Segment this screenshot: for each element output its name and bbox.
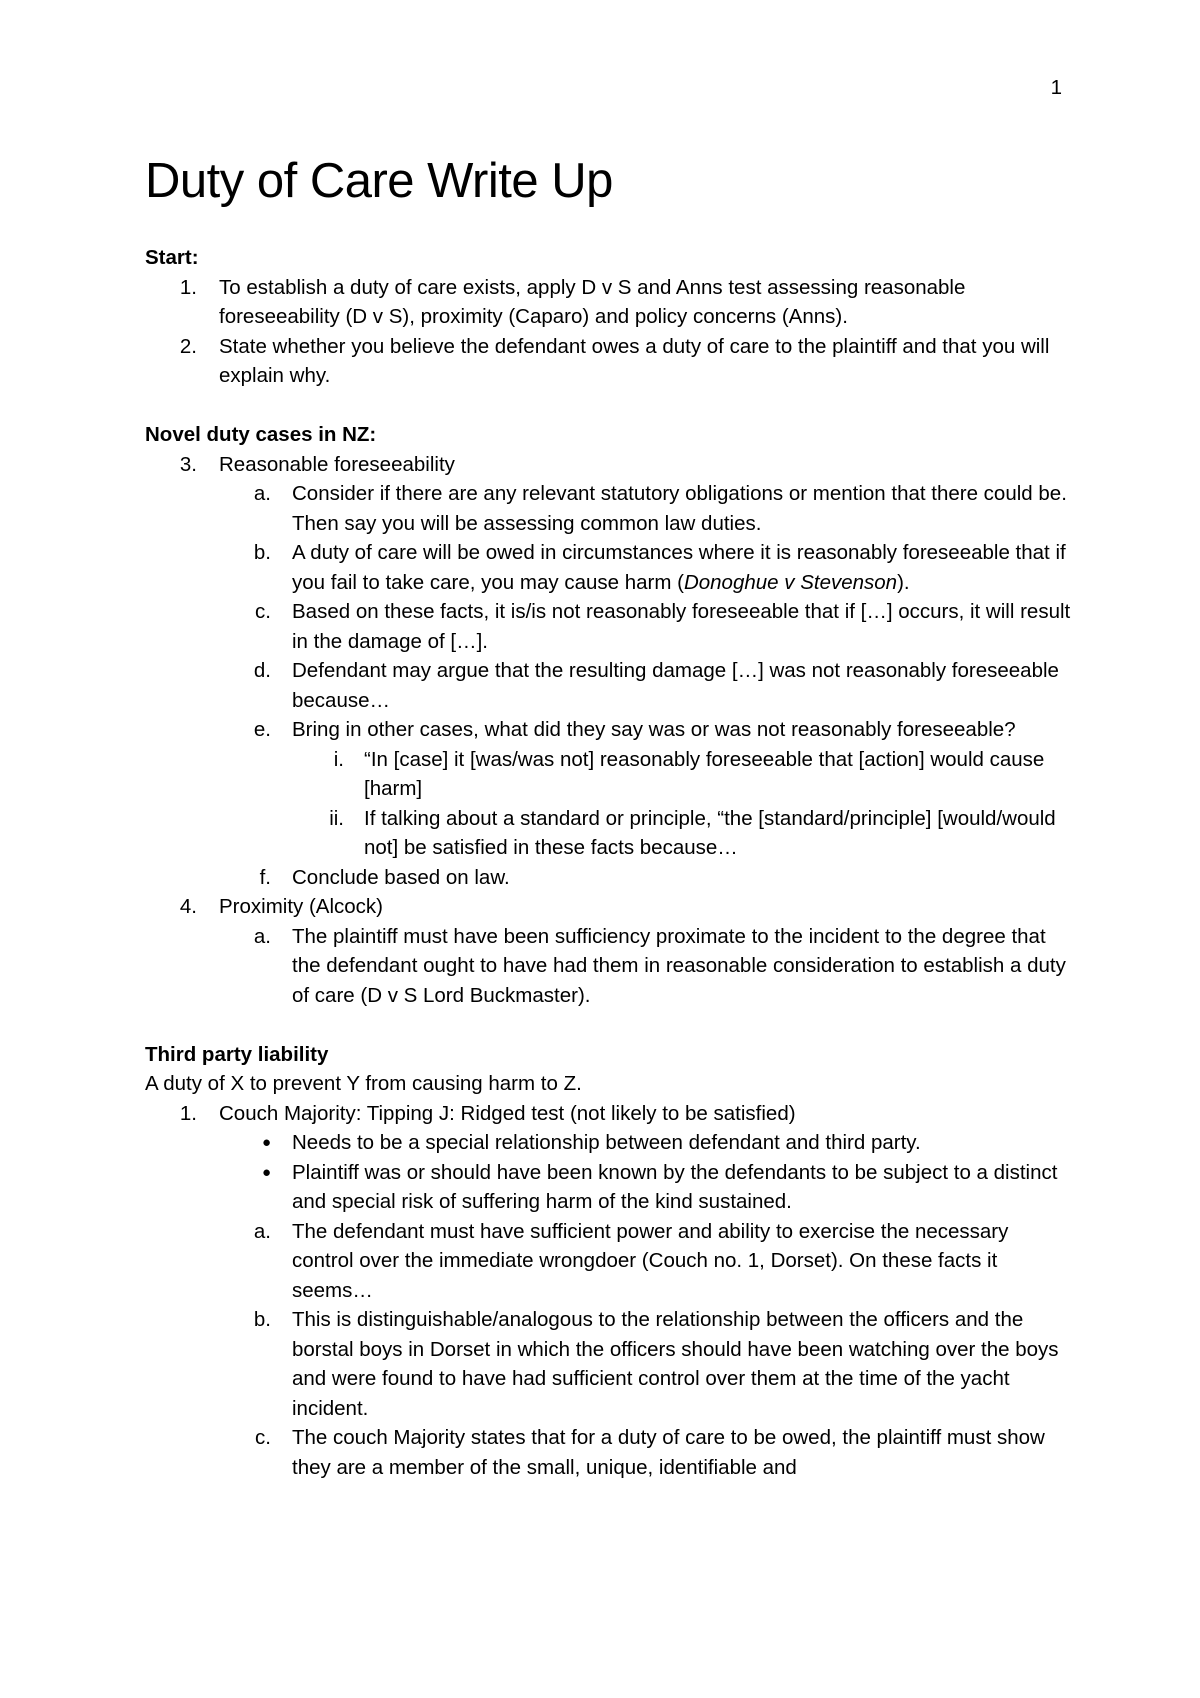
list-item <box>145 1217 1075 1306</box>
list-item-text: Based on these facts, it is/is not reasonably foreseeable that if […] occurs, it will result in the damage of […]. <box>292 600 1071 653</box>
start-heading: Start: <box>145 246 199 269</box>
list-item <box>145 450 1075 480</box>
list-item <box>145 745 1075 804</box>
list-item-text: Consider if there are any relevant statutory obligations or mention that there could be. Then say you will be assessing common law duties. <box>292 482 1067 535</box>
third-party-intro: A duty of X to prevent Y from causing harm to Z. <box>145 1072 582 1095</box>
list-marker: b. <box>253 541 271 564</box>
list-marker: a. <box>253 1219 271 1243</box>
list-marker: d. <box>253 659 271 682</box>
bullet-icon: ● <box>261 1163 271 1181</box>
list-item-text: Defendant may argue that the resulting damage […] was not reasonably foreseeable because… <box>292 659 1059 712</box>
list-item <box>145 715 1075 745</box>
list-marker: a. <box>253 482 271 505</box>
list-item <box>145 273 1075 332</box>
list-item-text: “In [case] it [was/was not] reasonably foreseeable that [action] would cause [harm] <box>364 747 1045 800</box>
list-marker: e. <box>253 718 271 741</box>
list-item <box>145 332 1075 391</box>
list-item-text: A duty of care will be owed in circumstances where it is reasonably foreseeable that if you fail to take care, you may cause harm (Donoghue v Stevenson). <box>292 541 1066 594</box>
list-item <box>145 1099 1075 1129</box>
document-body <box>145 243 1075 1482</box>
list-item-text: This is distinguishable/analogous to the relationship between the officers and the borstal boys in Dorset in which the officers should have been watching over the boys and were found to have had sufficient control over them at the time of the yacht incident. <box>292 1308 1059 1420</box>
list-marker: ii. <box>329 806 344 830</box>
list-item <box>145 538 1075 597</box>
third-party-heading: Third party liability <box>145 1042 329 1066</box>
page-number: 1 <box>1050 76 1062 99</box>
list-marker: 3. <box>179 452 197 476</box>
list-item <box>145 1305 1075 1423</box>
bullet-item <box>145 1158 1075 1217</box>
list-item-text: Proximity (Alcock) <box>219 895 384 918</box>
list-item <box>145 863 1075 893</box>
list-item <box>145 1423 1075 1482</box>
document-title: Duty of Care Write Up <box>145 154 613 208</box>
list-marker: b. <box>253 1308 271 1331</box>
list-item-text: Conclude based on law. <box>292 865 510 889</box>
list-item <box>145 656 1075 715</box>
list-item-text: Couch Majority: Tipping J: Ridged test (not likely to be satisfied) <box>219 1101 796 1125</box>
bullet-icon: ● <box>261 1134 271 1151</box>
list-marker: 1. <box>179 1101 197 1125</box>
list-item-text: Plaintiff was or should have been known by the defendants to be subject to a distinct and special risk of suffering harm of the kind sustained. <box>292 1160 1058 1213</box>
list-item <box>145 804 1075 863</box>
case-citation: Donoghue v Stevenson <box>683 570 898 594</box>
list-marker: c. <box>255 1426 271 1449</box>
list-item <box>145 922 1075 1011</box>
list-marker: i. <box>333 747 344 771</box>
list-marker: 4. <box>179 895 197 918</box>
list-item-text: State whether you believe the defendant owes a duty of care to the plaintiff and that you will explain why. <box>219 334 1050 387</box>
list-item-text: The defendant must have sufficient power and ability to exercise the necessary control over the immediate wrongdoer (Couch no. 1, Dorset). On these facts it seems… <box>292 1219 1009 1302</box>
list-item-text: Bring in other cases, what did they say was or was not reasonably foreseeable? <box>292 718 1016 741</box>
list-item-text: Reasonable foreseeability <box>219 452 455 476</box>
novel-duty-heading: Novel duty cases in NZ: <box>145 423 377 446</box>
list-marker: f. <box>259 865 271 889</box>
list-marker: 2. <box>179 334 197 358</box>
list-item-text: The couch Majority states that for a duty of care to be owed, the plaintiff must show they are a member of the small, unique, identifiable and <box>292 1426 1045 1479</box>
list-marker: c. <box>255 600 271 623</box>
spacer <box>145 1010 1075 1040</box>
list-marker: 1. <box>179 275 197 299</box>
list-marker: a. <box>253 924 271 948</box>
spacer <box>145 391 1075 421</box>
list-item <box>145 892 1075 922</box>
list-item <box>145 479 1075 538</box>
list-item <box>145 597 1075 656</box>
bullet-item <box>145 1128 1075 1158</box>
list-item-text: Needs to be a special relationship between defendant and third party. <box>292 1131 921 1154</box>
list-item-text: The plaintiff must have been sufficiency proximate to the incident to the degree that the defendant ought to have had them in reasonable consideration to establish a duty of care (D v S Lord Buckmaster). <box>292 924 1066 1007</box>
list-item-text: To establish a duty of care exists, apply D v S and Anns test assessing reasonable foreseeability (D v S), proximity (Caparo) and policy concerns (Anns). <box>219 275 966 328</box>
list-item-text: If talking about a standard or principle, “the [standard/principle] [would/would not] be satisfied in these facts because… <box>364 806 1056 859</box>
